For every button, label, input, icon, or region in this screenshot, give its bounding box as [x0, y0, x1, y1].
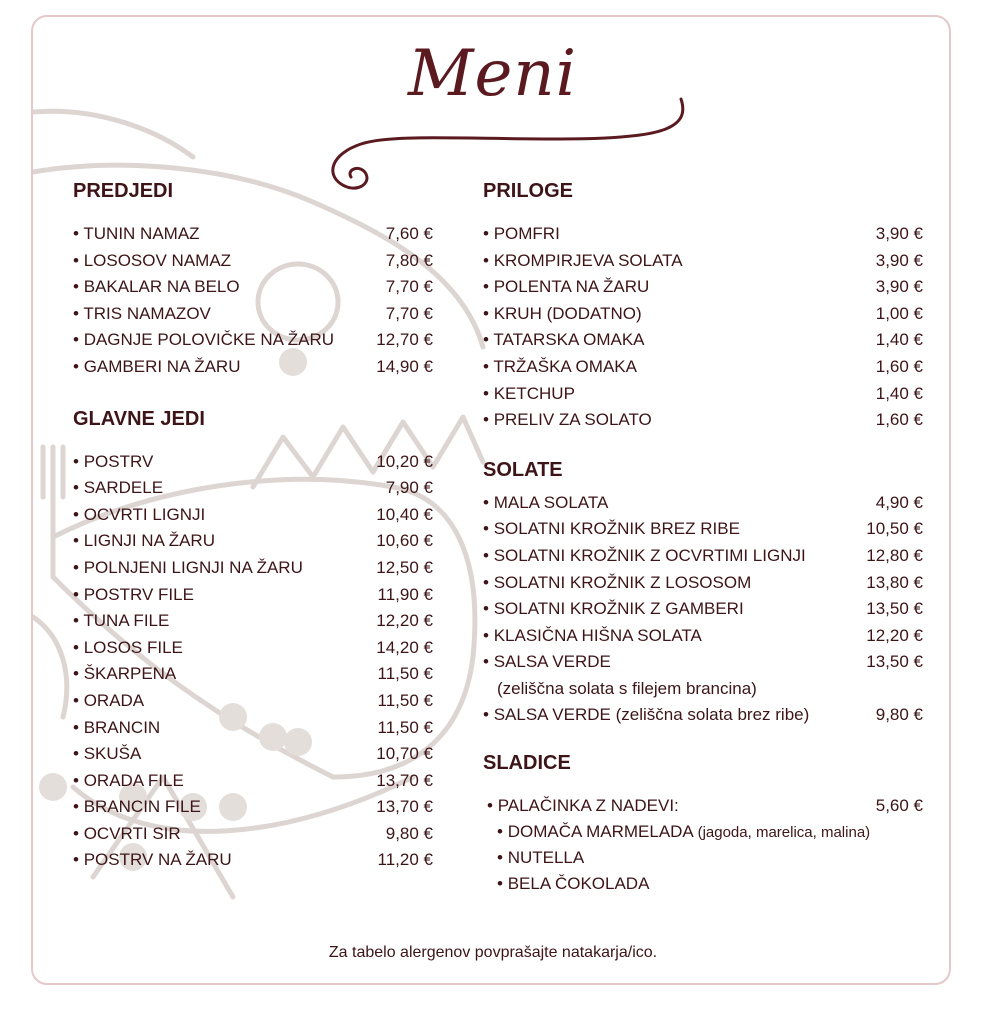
menu-item — [483, 793, 923, 820]
item-price: 13,80 € — [866, 572, 923, 592]
sub-item-name: BELA ČOKOLADA — [507, 874, 650, 894]
item-price: 9,80 € — [385, 823, 433, 843]
item-name: • BRANCIN FILE — [73, 794, 201, 821]
menu-item — [73, 502, 433, 529]
menu-item — [73, 768, 433, 795]
menu-item — [483, 221, 923, 248]
section-title-predjedi: PREDJEDI — [73, 180, 174, 202]
menu-item — [73, 327, 433, 354]
sub-item — [483, 819, 923, 845]
menu-item — [483, 649, 923, 676]
item-price: 12,80 € — [866, 545, 923, 565]
item-price: 11,20 € — [377, 850, 433, 870]
menu-item — [483, 490, 923, 517]
item-price: 11,50 € — [377, 717, 433, 737]
menu-item — [483, 596, 923, 623]
left-column — [73, 177, 433, 874]
menu-item — [73, 821, 433, 848]
menu-item — [73, 528, 433, 555]
item-name: • TRŽAŠKA OMAKA — [483, 354, 637, 381]
menu-item — [73, 301, 433, 328]
item-name: • SALSA VERDE (zeliščna solata brez ribe) — [483, 702, 809, 729]
item-price: 10,20 € — [376, 451, 433, 471]
right-column — [483, 177, 923, 897]
item-price: 1,40 € — [875, 330, 923, 350]
item-name: • BAKALAR NA BELO — [73, 274, 240, 301]
item-price: 13,70 € — [376, 797, 433, 817]
menu-item — [483, 354, 923, 381]
item-price: 4,90 € — [875, 492, 923, 512]
item-name: • POMFRI — [483, 221, 560, 248]
item-price: 3,90 € — [875, 224, 923, 243]
menu-item — [73, 354, 433, 381]
item-price: 7,90 € — [385, 478, 433, 498]
item-price: 10,50 € — [866, 519, 923, 539]
item-name: • SOLATNI KROŽNIK Z LOSOSOM — [483, 570, 751, 597]
menu-item — [483, 248, 923, 275]
item-price: 3,90 € — [875, 277, 923, 297]
menu-item — [73, 221, 433, 248]
menu-item — [483, 301, 923, 328]
item-name: • LIGNJI NA ŽARU — [73, 528, 215, 555]
menu-title: Meni — [408, 37, 578, 111]
menu-item — [73, 582, 433, 609]
menu-item — [483, 274, 923, 301]
item-price: 10,40 € — [376, 504, 433, 524]
priloge-list — [483, 221, 923, 434]
menu-item — [483, 516, 923, 543]
item-price: 1,00 € — [875, 303, 923, 323]
item-price: 11,50 € — [377, 690, 433, 710]
item-price: 13,50 € — [866, 599, 923, 619]
item-name: • MALA SOLATA — [483, 490, 608, 517]
item-name: • KRUH (DODATNO) — [483, 301, 642, 328]
item-name: • LOSOS FILE — [73, 635, 183, 662]
item-name: • TATARSKA OMAKA — [483, 327, 645, 354]
item-name: • SOLATNI KROŽNIK Z OCVRTIMI LIGNJI — [483, 543, 806, 570]
item-name: • SOLATNI KROŽNIK BREZ RIBE — [483, 516, 740, 543]
item-name: • GAMBERI NA ŽARU — [73, 354, 241, 381]
section-title-solate: SOLATE — [483, 458, 563, 481]
menu-item — [483, 623, 923, 650]
menu-item — [73, 608, 433, 635]
menu-card — [31, 15, 951, 985]
menu-item — [73, 847, 433, 874]
menu-item — [73, 661, 433, 688]
solate-list — [483, 490, 923, 729]
item-price: 11,90 € — [377, 584, 433, 604]
item-name: • ORADA FILE — [73, 768, 184, 795]
menu-item — [73, 715, 433, 742]
item-note: (zeliščna solata s filejem brancina) — [497, 678, 757, 698]
glavne-jedi-list — [73, 449, 433, 875]
item-name: • BRANCIN — [73, 715, 160, 742]
menu-item — [73, 794, 433, 821]
item-price: 12,70 € — [376, 330, 433, 350]
sub-item-name: DOMAČA MARMELADA — [507, 822, 693, 842]
item-name: • PRELIV ZA SOLATO — [483, 407, 652, 434]
item-name: • SOLATNI KROŽNIK Z GAMBERI — [483, 596, 744, 623]
item-price: 5,60 € — [875, 795, 923, 815]
sub-item-name: NUTELLA — [507, 848, 585, 868]
item-name: • KROMPIRJEVA SOLATA — [483, 248, 683, 275]
item-name: • KLASIČNA HIŠNA SOLATA — [483, 623, 702, 650]
item-price: 11,50 € — [377, 664, 433, 684]
item-price: 10,70 € — [376, 744, 433, 764]
item-name: • KETCHUP — [483, 381, 575, 408]
item-price: 12,50 € — [376, 557, 433, 577]
item-name: • OCVRTI LIGNJI — [73, 502, 205, 529]
menu-item — [73, 449, 433, 476]
item-price: 12,20 € — [866, 625, 923, 645]
allergen-footer-note: Za tabelo alergenov povprašajte natakarja/ico. — [328, 944, 658, 961]
item-price: 12,20 € — [376, 611, 433, 631]
menu-item — [73, 248, 433, 275]
sub-item — [483, 871, 923, 897]
menu-item — [73, 274, 433, 301]
item-name: • POLNJENI LIGNJI NA ŽARU — [73, 555, 303, 582]
menu-item — [483, 702, 923, 729]
item-name: • POSTRV FILE — [73, 582, 194, 609]
item-name: • TUNA FILE — [73, 608, 169, 635]
sladice-list — [483, 793, 923, 898]
menu-item — [73, 741, 433, 768]
predjedi-list — [73, 221, 433, 381]
item-name: • TRIS NAMAZOV — [73, 301, 211, 328]
section-title-sladice: SLADICE — [483, 751, 571, 774]
item-name: • OCVRTI SIR — [73, 821, 181, 848]
item-name: • SKUŠA — [73, 741, 141, 768]
item-name: • LOSOSOV NAMAZ — [73, 248, 231, 275]
item-price: 13,50 € — [866, 652, 923, 672]
item-price: 9,80 € — [875, 704, 923, 724]
item-price: 10,60 € — [376, 531, 433, 551]
item-name: • ORADA — [73, 688, 144, 715]
item-price: 1,60 € — [875, 410, 923, 430]
menu-item — [73, 688, 433, 715]
section-title-priloge: PRILOGE — [483, 180, 574, 202]
menu-item — [483, 407, 923, 434]
item-price: 7,70 € — [385, 303, 433, 323]
menu-item — [73, 555, 433, 582]
item-price: 14,20 € — [376, 637, 433, 657]
section-title-glavne-jedi: GLAVNE JEDI — [73, 407, 205, 430]
item-price: 13,70 € — [376, 770, 433, 790]
menu-item — [73, 475, 433, 502]
menu-item — [483, 570, 923, 597]
item-price: 3,90 € — [875, 250, 923, 270]
item-name: • POSTRV — [73, 449, 153, 476]
item-price: 7,80 € — [385, 250, 433, 270]
item-name: • ŠKARPENA — [73, 661, 176, 688]
sub-item-detail: (jagoda, marelica, malina) — [697, 824, 871, 842]
item-name: • SARDELE — [73, 475, 163, 502]
item-name: • POLENTA NA ŽARU — [483, 274, 649, 301]
item-price: 7,70 € — [385, 277, 433, 297]
item-name: • DAGNJE POLOVIČKE NA ŽARU — [73, 327, 334, 354]
item-price: 14,90 € — [376, 356, 433, 376]
menu-item — [483, 327, 923, 354]
item-name: • PALAČINKA Z NADEVI: — [487, 793, 679, 820]
menu-item — [483, 543, 923, 570]
item-price: 1,60 € — [875, 356, 923, 376]
item-price: 1,40 € — [875, 383, 923, 403]
item-price: 7,60 € — [385, 224, 433, 243]
sub-item — [483, 845, 923, 871]
item-name: • TUNIN NAMAZ — [73, 221, 200, 248]
item-name: • POSTRV NA ŽARU — [73, 847, 232, 874]
menu-item — [483, 381, 923, 408]
menu-item — [73, 635, 433, 662]
item-name: • SALSA VERDE — [483, 649, 611, 676]
